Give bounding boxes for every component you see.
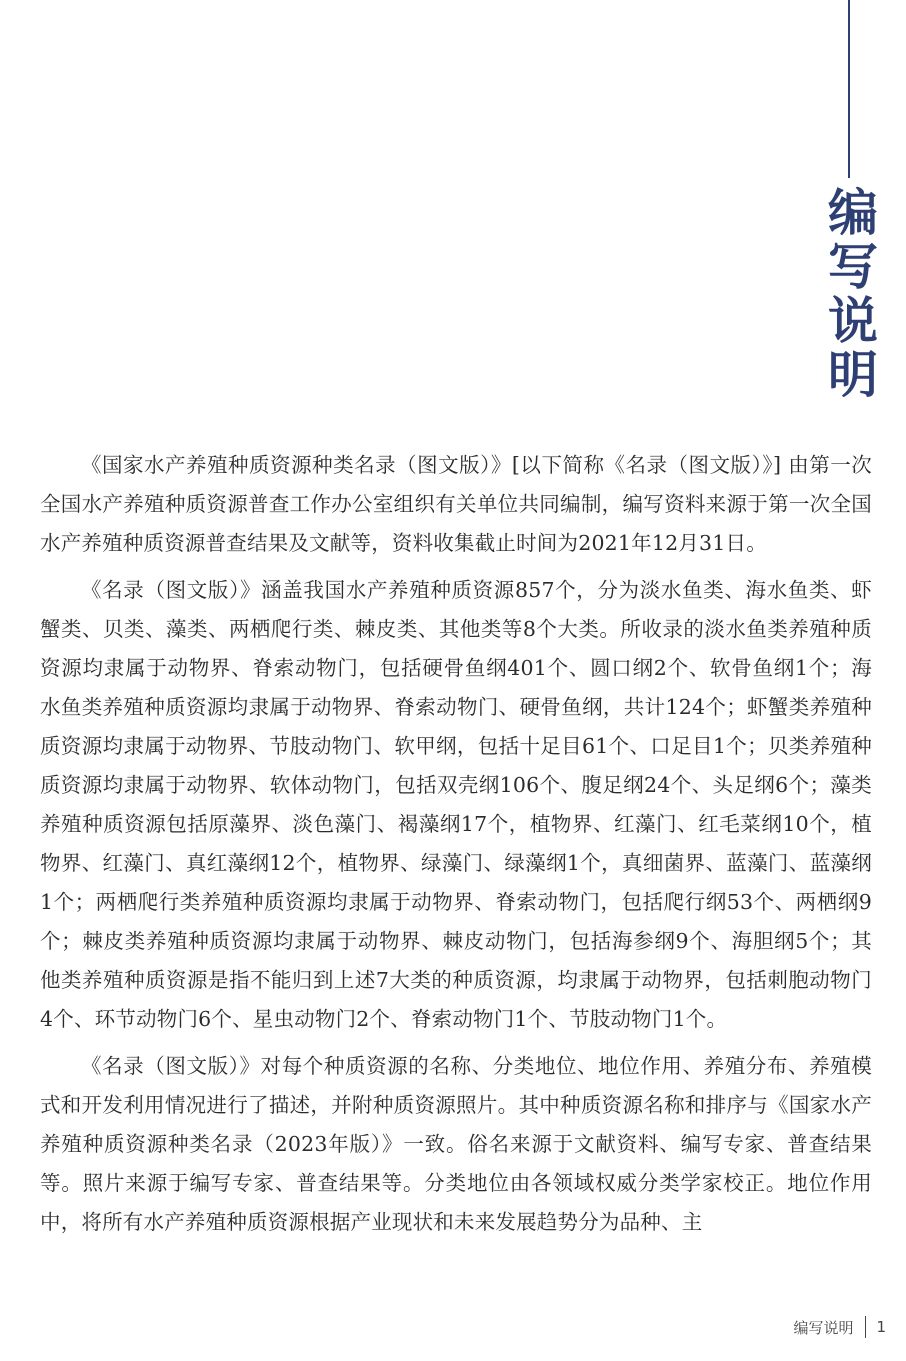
page-footer <box>793 1315 886 1339</box>
page-number: 1 <box>876 1318 886 1336</box>
paragraph-3: 《名录（图文版）》对每个种质资源的名称、分类地位、地位作用、养殖分布、养殖模式和开发利用情况进行了描述，并附种质资源照片。其中种质资源名称和排序与《国家水产养殖种质资源种类名录（2023年版）》一致。俗名来源于文献资料、编写专家、普查结果等。照片来源于编写专家、普查结果等。分类地位由各领域权威分类学家校正。地位作用中，将所有水产养殖种质资源根据产业现状和未来发展趋势分为品种、主 <box>40 1054 872 1234</box>
paragraph-1: 《国家水产养殖种质资源种类名录（图文版）》[以下简称《名录（图文版）》] 由第一次全国水产养殖种质资源普查工作办公室组织有关单位共同编制，编写资料来源于第一次全国水产养殖种质资源普查结果及文献等，资料收集截止时间为2021年12月31日。 <box>40 453 872 555</box>
footer-divider <box>865 1316 866 1338</box>
page-title: 编写说明 <box>820 186 879 402</box>
paragraph-2: 《名录（图文版）》涵盖我国水产养殖种质资源857个，分为淡水鱼类、海水鱼类、虾蟹类、贝类、藻类、两栖爬行类、棘皮类、其他类等8个大类。所收录的淡水鱼类养殖种质资源均隶属于动物界、脊索动物门，包括硬骨鱼纲401个、圆口纲2个、软骨鱼纲1个；海水鱼类养殖种质资源均隶属于动物界、脊索动物门、硬骨鱼纲，共计124个；虾蟹类养殖种质资源均隶属于动物界、节肢动物门、软甲纲，包括十足目61个、口足目1个；贝类养殖种质资源均隶属于动物界、软体动物门，包括双壳纲106个、腹足纲24个、头足纲6个；藻类养殖种质资源包括原藻界、淡色藻门、褐藻纲17个，植物界、红藻门、红毛菜纲10个，植物界、红藻门、真红藻纲12个，植物界、绿藻门、绿藻纲1个，真细菌界、蓝藻门、蓝藻纲1个；两栖爬行类养殖种质资源均隶属于动物界、脊索动物门，包括爬行纲53个、两栖纲9个；棘皮类养殖种质资源均隶属于动物界、棘皮动物门，包括海参纲9个、海胆纲5个；其他类养殖种质资源是指不能归到上述7大类的种质资源，均隶属于动物界，包括刺胞动物门4个、环节动物门6个、星虫动物门2个、脊索动物门1个、节肢动物门1个。 <box>40 578 872 1031</box>
top-vertical-rule <box>848 0 850 178</box>
body-text <box>40 446 872 1250</box>
footer-section-title: 编写说明 <box>793 1318 854 1337</box>
